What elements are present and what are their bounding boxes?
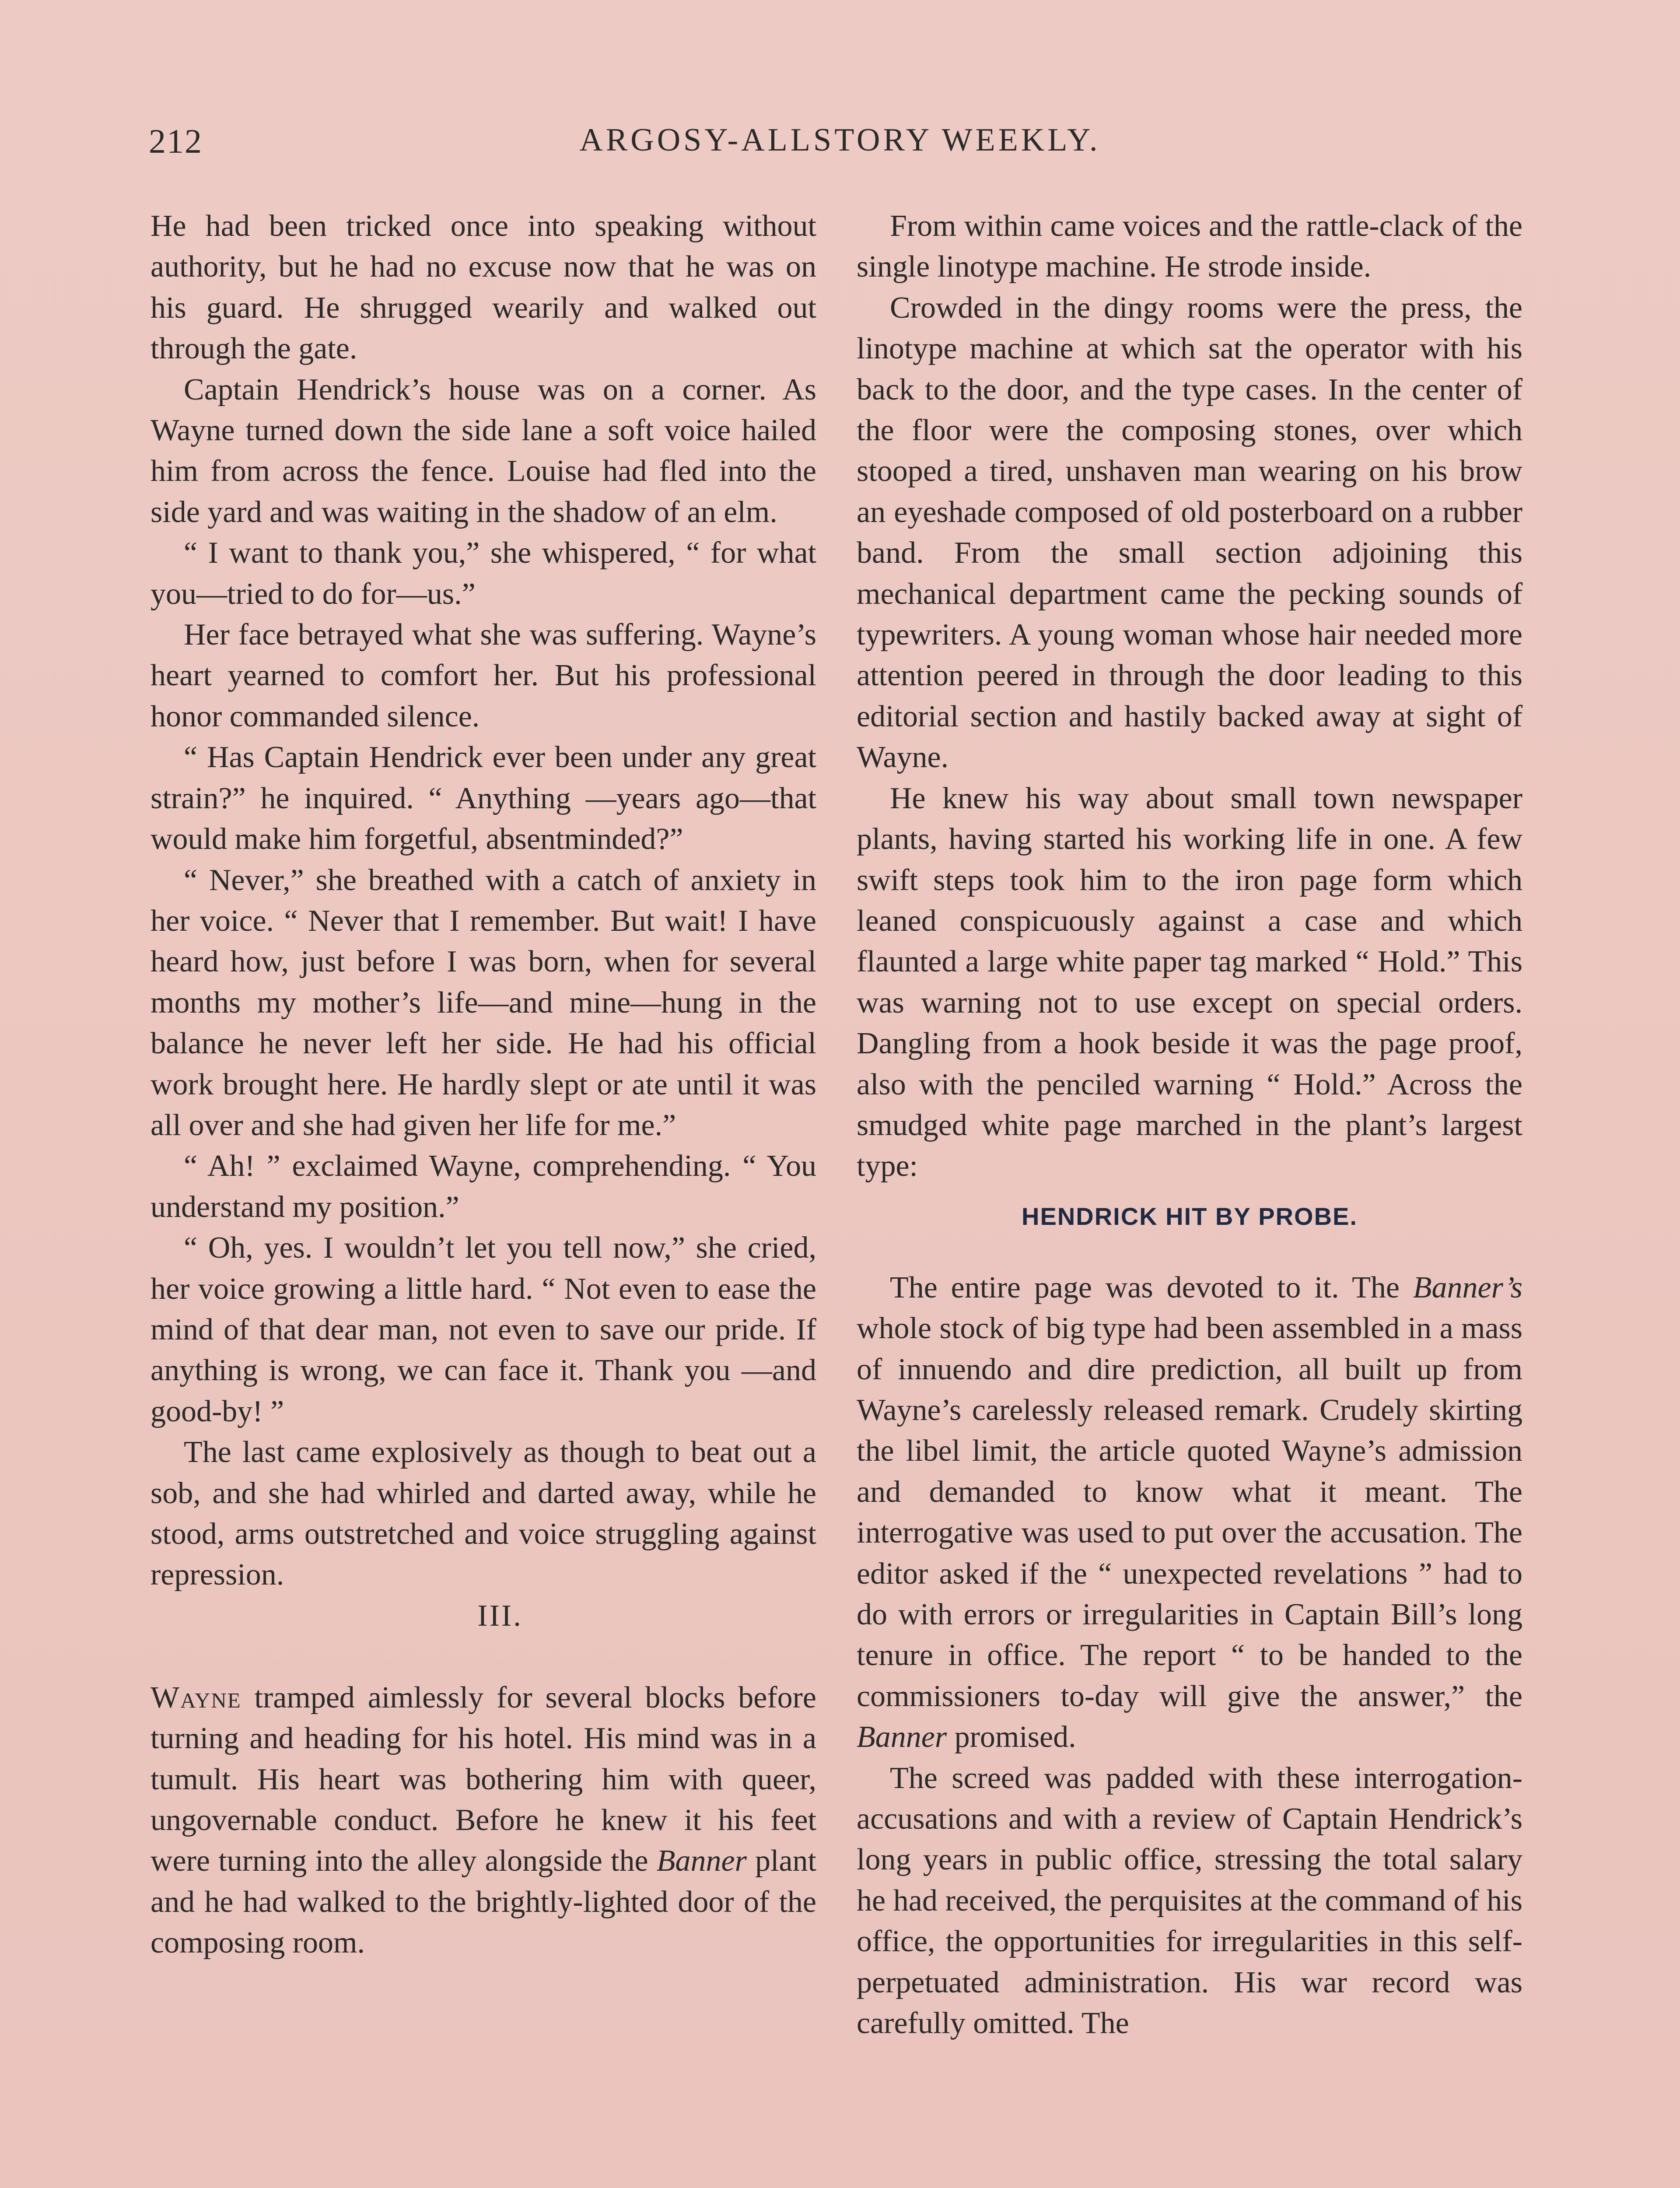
- paragraph: “ Never,” she breathed with a catch of anxiety in her voice. “ Never that I remember. But wait! I have heard how, just before I was born, when for several months my mother’s life—and mine—hung in the balance he never left her side. He had his official work brought here. He hardly slept or ate until it was all over and she had given her life for me.”: [150, 863, 816, 1142]
- right-column: [857, 206, 1522, 2044]
- paragraph: “ I want to thank you,” she whispered, “ for what you—tried to do for—us.”: [150, 536, 816, 611]
- paragraph: “ Has Captain Hendrick ever been under any great strain?” he inquired. “ Anything —years ago—that would make him forgetful, absentminded?”: [150, 740, 816, 856]
- paragraph: Crowded in the dingy rooms were the press, the linotype machine at which sat the operator with his back to the door, and the type cases. In the center of the floor were the composing stones, over which stooped a tired, unshaven man wearing on his brow an eyeshade composed of old posterboard on a rubber band. From the small section adjoining this mechanical department came the pecking sounds of typewriters. A young woman whose hair needed more attention peered in through the door leading to this editorial section and hastily backed away at sight of Wayne.: [857, 291, 1522, 775]
- text-run: plant and he had walked to the brightly-lighted door of the composing room.: [150, 1844, 816, 1960]
- lead-word: Wayne: [150, 1680, 242, 1715]
- text-run: promised.: [947, 1720, 1076, 1754]
- newspaper-name: Banner’s: [1413, 1270, 1522, 1304]
- paragraph: The last came explosively as though to beat out a sob, and she had whirled and darted away, while he stood, arms outstretched and voice struggling against repression.: [150, 1435, 816, 1592]
- text-run: tramped aimlessly for several blocks before turning and heading for his hotel. His mind was in a tumult. His heart was bothering him with queer, ungovernable conduct. Before he knew it his feet were turning into the alley alongside the: [150, 1680, 816, 1878]
- left-column: [150, 206, 816, 1964]
- paragraph: From within came voices and the rattle-clack of the single linotype machine. He strode inside.: [857, 209, 1522, 284]
- paragraph: Her face betrayed what she was suffering. Wayne’s heart yearned to comfort her. But his professional honor commanded silence.: [150, 618, 816, 733]
- paragraph: The screed was padded with these interrogation-accusations and with a review of Captain Hendrick’s long years in public office, stressing the total salary he had received, the perquisites at the command of his office, the opportunities for irregularities in this self-perpetuated administration. His war record was carefully omitted. The: [857, 1761, 1522, 2041]
- paragraph: “ Oh, yes. I wouldn’t let you tell now,” she cried, her voice growing a little hard. “ Not even to ease the mind of that dear man, not even to save our pride. If anything is wrong, we can face it. Thank you —and good-by! ”: [150, 1231, 816, 1428]
- text-run: whole stock of big type had been assembled in a mass of innuendo and dire prediction, all built up from Wayne’s carelessly released remark. Crudely skirting the libel limit, the article quoted Wayne’s admission and demanded to know what it meant. The interrogative was used to put over the accusation. The editor asked if the “ unexpected revelations ” had to do with errors or irregularities in Captain Bill’s long tenure in office. The report “ to be handed to the commissioners to-day will give the answer,” the: [857, 1311, 1522, 1713]
- page-number: 212: [149, 122, 203, 160]
- paragraph: He had been tricked once into speaking without authority, but he had no excuse now that he was on his guard. He shrugged wearily and walked out through the gate.: [150, 209, 816, 366]
- newspaper-name: Banner: [656, 1844, 747, 1878]
- paragraph: Captain Hendrick’s house was on a corner. As Wayne turned down the side lane a soft voice hailed him from across the fence. Louise had fled into the side yard and was waiting in the shadow of an elm.: [150, 372, 816, 529]
- paragraph: He knew his way about small town newspaper plants, having started his working life in one. A few swift steps took him to the iron page form which leaned conspicuously against a case and which flaunted a large white paper tag marked “ Hold.” This was warning not to use except on special orders. Dangling from a hook beside it was the page proof, also with the penciled warning “ Hold.” Across the smudged white page marched in the plant’s largest type:: [857, 781, 1522, 1183]
- running-head: ARGOSY-ALLSTORY WEEKLY.: [579, 122, 1101, 158]
- paragraph: [150, 1677, 816, 1964]
- paragraph: [857, 1267, 1522, 1758]
- text-run: The entire page was devoted to it. The: [890, 1270, 1413, 1304]
- section-number: III.: [477, 1599, 523, 1633]
- page-header: [149, 122, 1531, 174]
- headline: HENDRICK HIT BY PROBE.: [1022, 1202, 1358, 1230]
- newspaper-name: Banner: [857, 1720, 947, 1754]
- paragraph: “ Ah! ” exclaimed Wayne, comprehending. “ You understand my position.”: [150, 1149, 816, 1224]
